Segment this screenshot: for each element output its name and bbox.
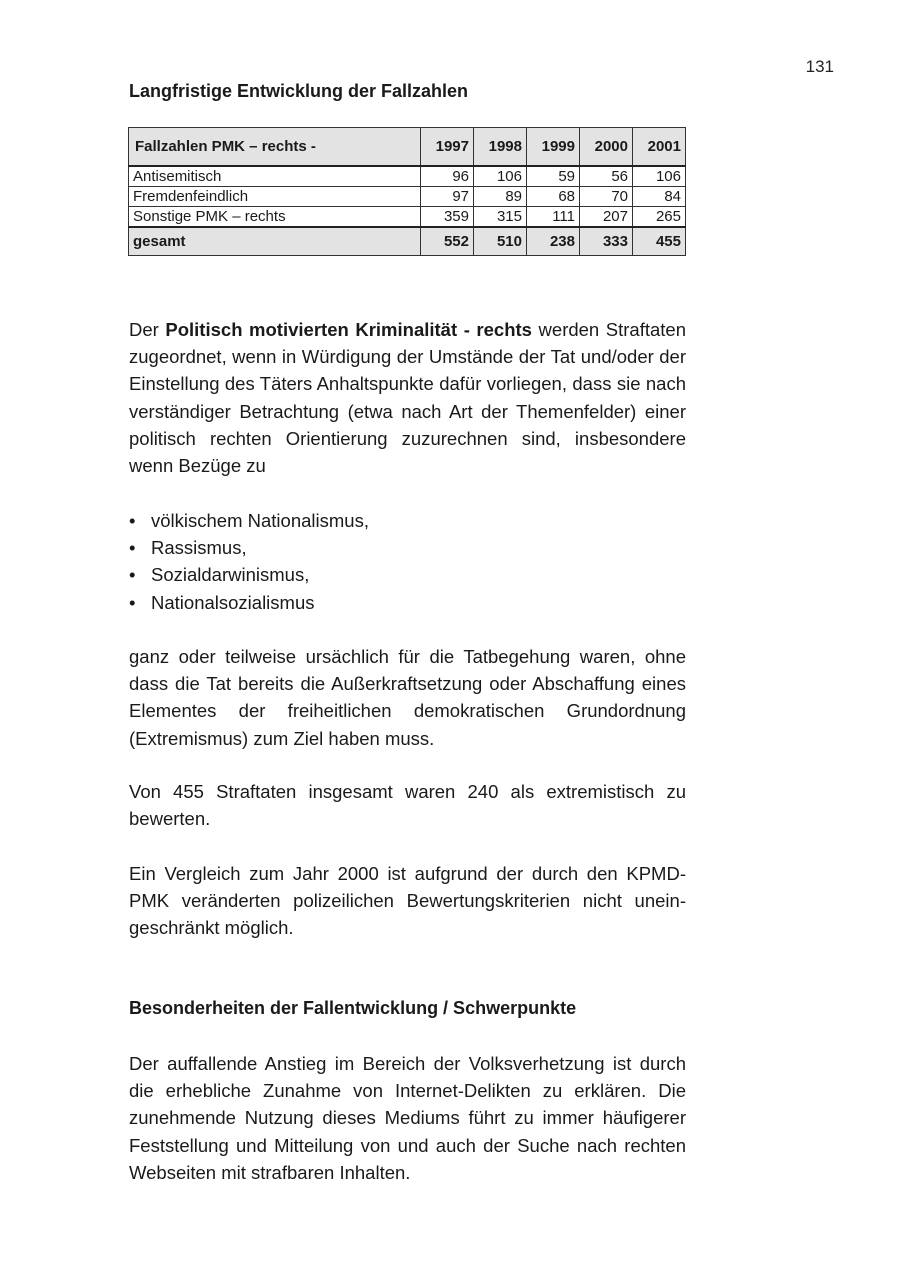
list-item-text: Rassismus, [151,537,247,559]
bullet-icon: • [129,537,136,559]
total-cell: 552 [421,227,474,256]
year-header: 2000 [580,128,633,167]
table-cell: 97 [421,187,474,207]
table-cell: 89 [474,187,527,207]
table-total-row [129,227,686,256]
table-cell: 84 [633,187,686,207]
list-item [129,589,369,616]
paragraph-comparison: Ein Vergleich zum Jahr 2000 ist aufgrund der durch den KPMD-PMK veränderten polizeilichen Bewertungskriterien nicht uneingeschränkt möglich. [129,863,686,939]
list-item [129,534,369,561]
table-cell: 70 [580,187,633,207]
total-cell: 510 [474,227,527,256]
list-item-text: völkischem Nationalismus, [151,510,369,531]
table-cell: 56 [580,166,633,187]
bullet-icon: • [129,591,136,613]
table-header-row [129,128,686,167]
section-heading-fallzahlen: Langfristige Entwicklung der Fallzahlen [129,81,469,101]
year-header: 1997 [421,128,474,167]
paragraph-causation: ganz oder teilweise ursächlich für die Tatbegehung waren, ohne dass die Tat bereits die Außerkraftsetzung oder Abschaffung eines Elementes der freiheitlichen demokratischen Grundordnung (Extremismus) zum Ziel haben muss. [129,646,686,749]
total-cell: 238 [527,227,580,256]
year-header: 1998 [474,128,527,167]
total-cell: 333 [580,227,633,256]
table-cell: 265 [633,207,686,228]
row-label: Sonstige PMK – rechts [129,207,421,228]
table-header-label: Fallzahlen PMK – rechts - [129,128,421,167]
table-cell: 111 [527,207,580,228]
table-cell: 207 [580,207,633,228]
paragraph-extremist-count: Von 455 Straftaten insgesamt waren 240 als extremistisch zu bewerten. [129,781,686,830]
row-label: Fremdenfeindlich [129,187,421,207]
table-cell: 106 [633,166,686,187]
table-cell: 68 [527,187,580,207]
paragraph-definition-term: Politisch motivierten Kriminalität - rechts [165,319,532,340]
table-cell: 96 [421,166,474,187]
paragraph-definition [129,316,686,479]
table-cell: 59 [527,166,580,187]
bullet-icon: • [129,564,136,586]
list-item [129,561,369,588]
list-item-text: Sozialdarwinismus, [151,564,310,586]
bullet-list [129,507,369,616]
list-item [129,507,369,534]
table-row [129,187,686,207]
case-numbers-table [128,127,686,256]
bullet-icon: • [129,510,136,531]
total-label: gesamt [129,227,421,256]
table-cell: 359 [421,207,474,228]
year-header: 2001 [633,128,686,167]
table-row [129,207,686,228]
paragraph-definition-body: werden Straftaten zugeordnet, wenn in Würdigung der Umstände der Tat und/oder der Einstellung des Täters Anhaltspunkte dafür vorliegen, dass sie nach verständiger Betrachtung (etwa nach Art der Themenfelder) einer politisch rechten Orientierung zuzurechnen sind, insbesondere wenn Bezüge zu [129,319,687,477]
total-cell: 455 [633,227,686,256]
page-number: 131 [805,57,834,76]
table-cell: 315 [474,207,527,228]
section-heading-besonderheiten: Besonderheiten der Fallentwicklung / Schwerpunkte [129,998,577,1018]
paragraph-definition-prefix: Der [129,319,166,340]
table-row [129,166,686,187]
table-cell: 106 [474,166,527,187]
year-header: 1999 [527,128,580,167]
row-label: Antisemitisch [129,166,421,187]
list-item-text: Nationalsozialismus [151,591,315,613]
paragraph-internet: Der auffallende Anstieg im Bereich der Volksverhetzung ist durch die erhebliche Zunahme von Internet-Delikten zu erklären. Die zunehmende Nutzung dieses Mediums führt zu immer häufigerer Feststellung und Mitteilung von und auch der Suche nach rechten Webseiten mit strafbaren Inhalten. [129,1053,686,1183]
